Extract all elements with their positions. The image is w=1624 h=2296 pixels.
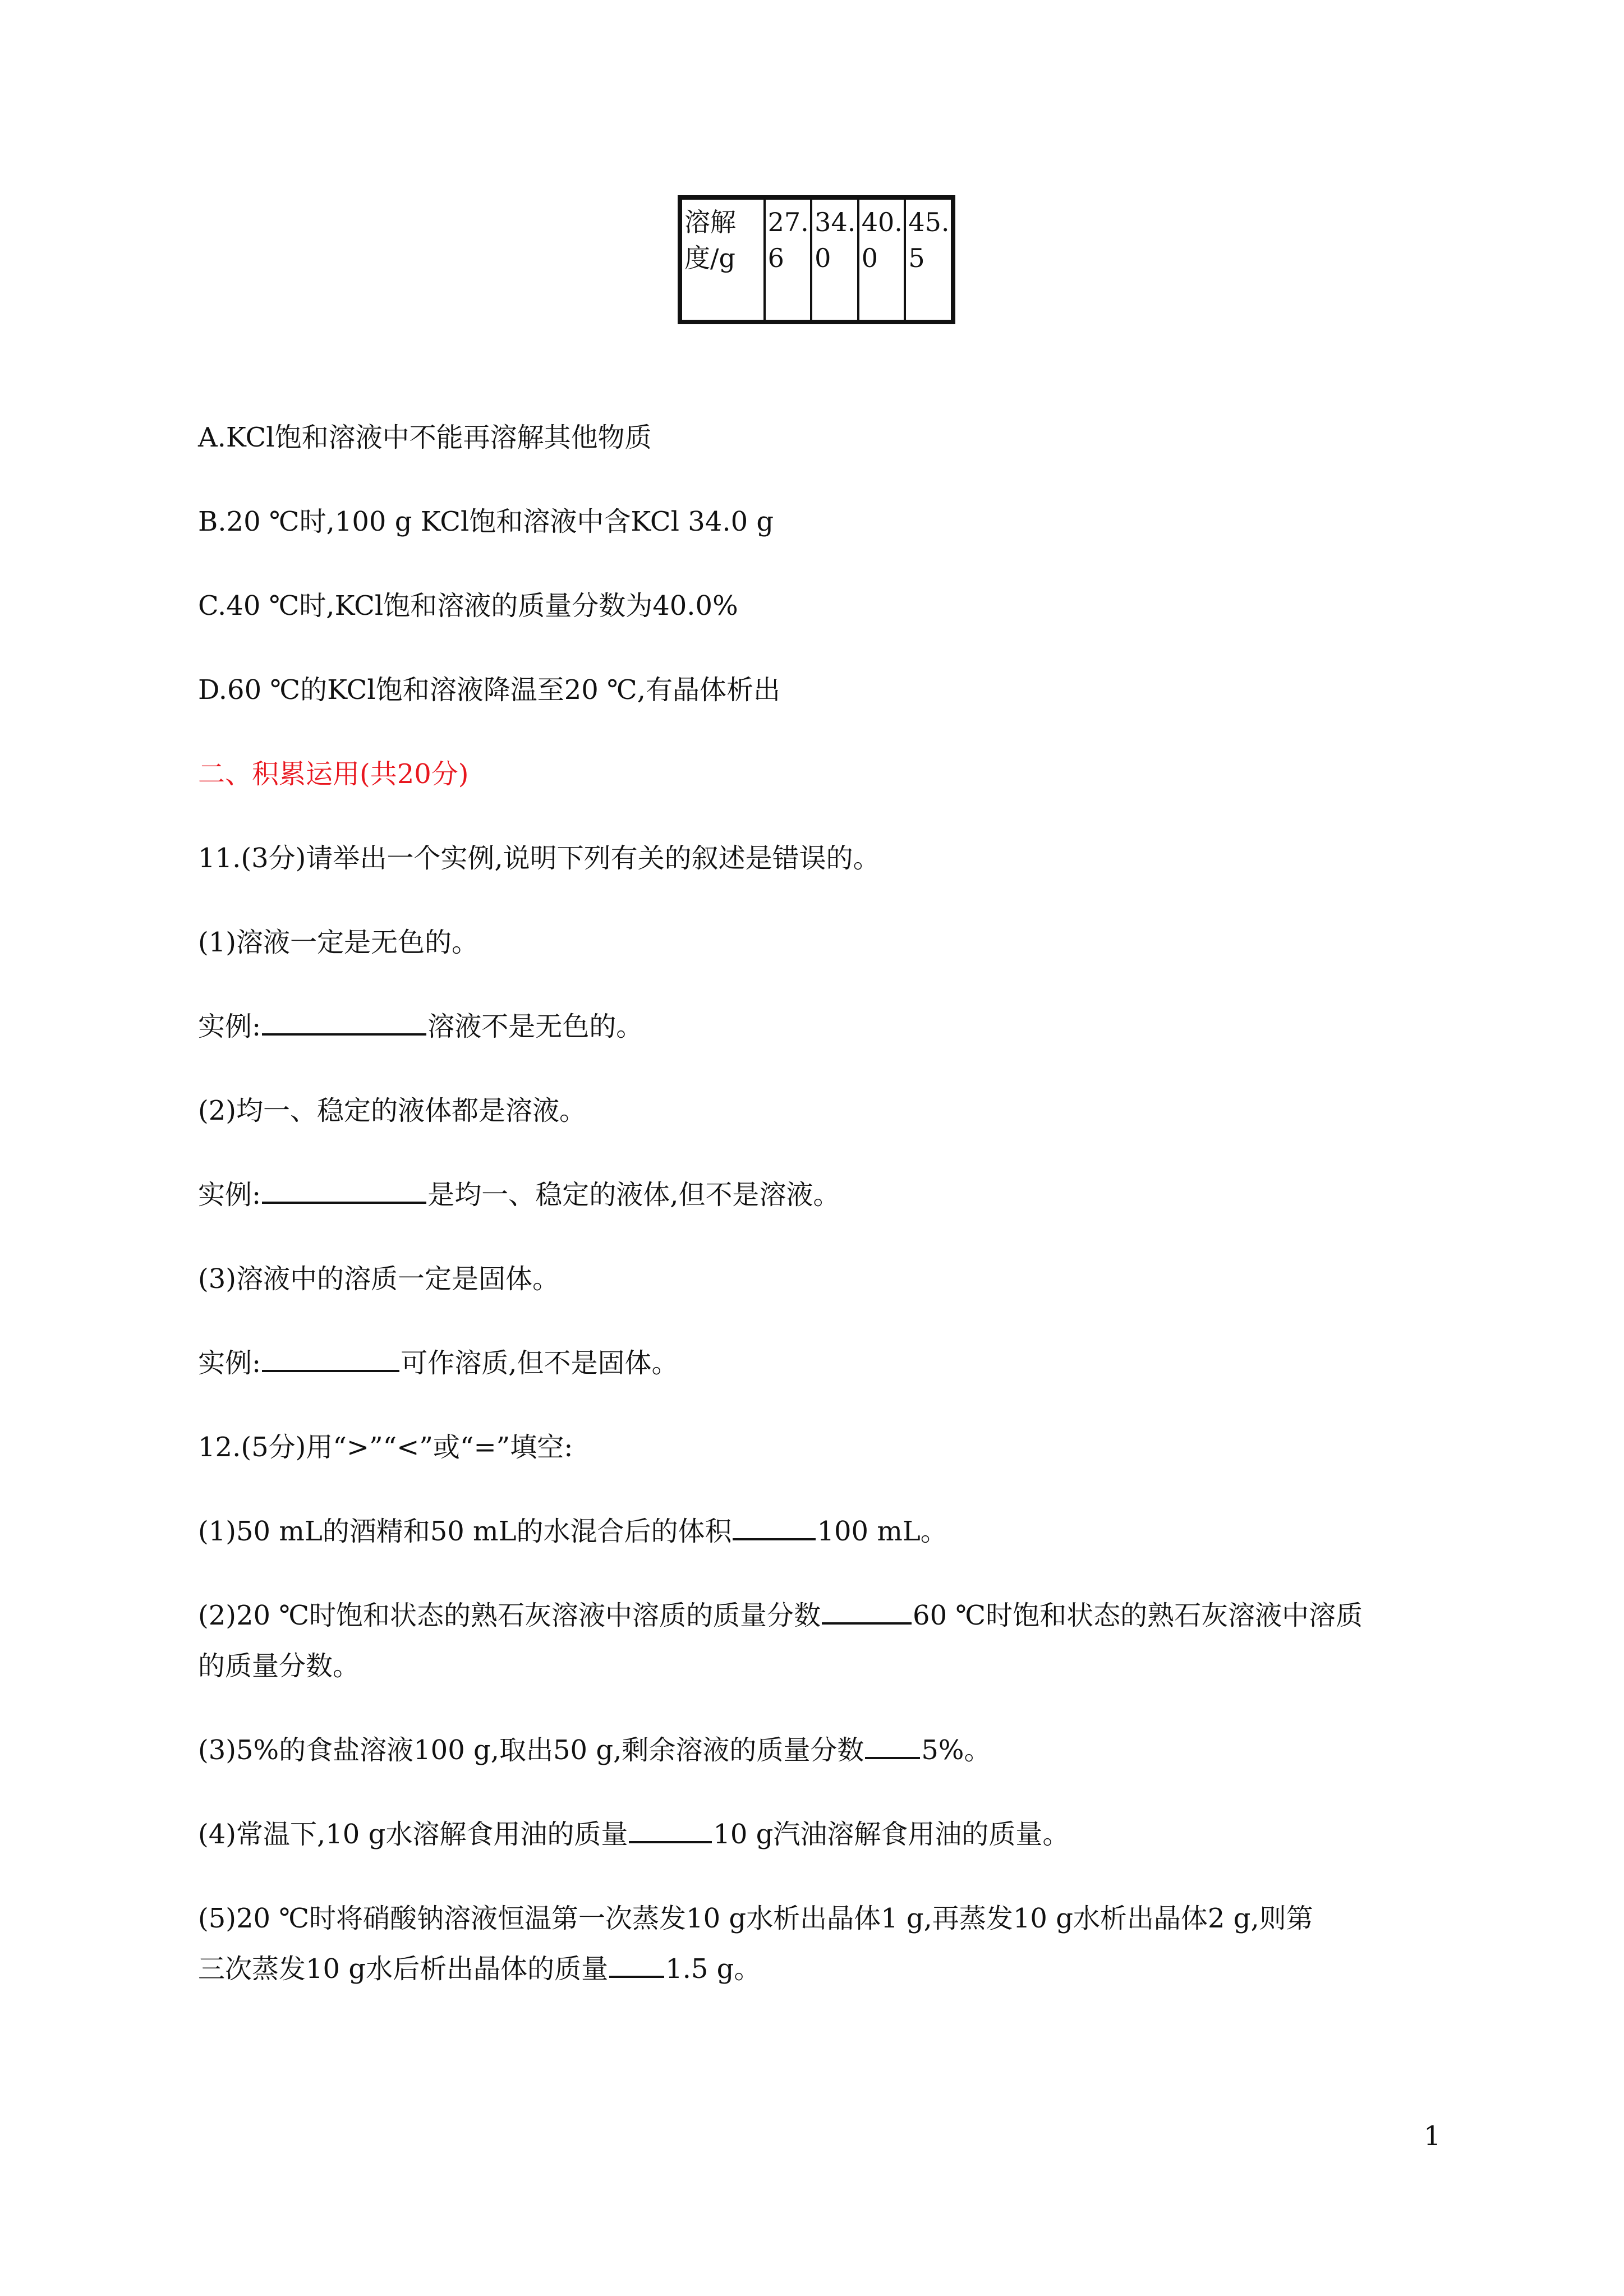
question-12-stem: 12.(5分)用“>”“<”或“=”填空: [198,1432,573,1463]
question-text: (2)20 ℃时饱和状态的熟石灰溶液中溶质的质量分数 [198,1600,821,1631]
answer-line-2 [198,1177,840,1213]
question-text: (3)5%的食盐溶液100 g,取出50 g,剩余溶液的质量分数 [198,1734,864,1766]
question-11-part-2: (2)均一、稳定的液体都是溶液。 [198,1095,586,1126]
fill-blank[interactable] [262,1011,426,1036]
question-11-part-3: (3)溶液中的溶质一定是固体。 [198,1263,559,1295]
question-text: (1)50 mL的酒精和50 mL的水混合后的体积 [198,1516,732,1547]
fill-blank[interactable] [865,1734,920,1759]
question-text: 1.5 g。 [665,1953,761,1985]
table-cell: 45.5 [905,197,953,322]
question-12-part-1 [198,1513,947,1549]
table-cell: 34.0 [811,197,858,322]
fill-blank[interactable] [733,1516,816,1540]
option-a: A.KCl饱和溶液中不能再溶解其他物质 [198,422,652,453]
question-12-part-5-cont [198,1951,761,1987]
question-12-part-3 [198,1732,991,1768]
answer-suffix: 溶液不是无色的。 [427,1011,643,1042]
fill-blank[interactable] [262,1179,426,1204]
table-header-cell: 溶解度/g [680,197,765,322]
fill-blank[interactable] [609,1953,664,1978]
answer-prefix: 实例: [198,1179,261,1211]
fill-blank[interactable] [629,1819,712,1843]
question-12-part-2 [198,1598,1363,1634]
question-12-part-2-cont: 的质量分数。 [198,1650,360,1682]
question-text: 10 g汽油溶解食用油的质量。 [713,1819,1070,1850]
table-cell: 40.0 [858,197,905,322]
question-text: 三次蒸发10 g水后析出晶体的质量 [198,1953,609,1985]
answer-prefix: 实例: [198,1347,261,1379]
option-b: B.20 ℃时,100 g KCl饱和溶液中含KCl 34.0 g [198,506,774,537]
option-d: D.60 ℃的KCl饱和溶液降温至20 ℃,有晶体析出 [198,674,781,706]
answer-suffix: 是均一、稳定的液体,但不是溶液。 [427,1179,840,1211]
question-text: 100 mL。 [817,1516,947,1547]
option-c: C.40 ℃时,KCl饱和溶液的质量分数为40.0% [198,590,738,622]
answer-prefix: 实例: [198,1011,261,1042]
question-12-part-5: (5)20 ℃时将硝酸钠溶液恒温第一次蒸发10 g水析出晶体1 g,再蒸发10 g水析出晶体2 g,则第 [198,1903,1313,1934]
answer-line-3 [198,1345,678,1381]
question-12-part-4 [198,1816,1069,1852]
fill-blank[interactable] [822,1600,912,1625]
table-cell: 27.6 [765,197,812,322]
answer-line-1 [198,1009,643,1045]
answer-suffix: 可作溶质,但不是固体。 [401,1347,679,1379]
question-11-part-1: (1)溶液一定是无色的。 [198,927,479,958]
question-11-stem: 11.(3分)请举出一个实例,说明下列有关的叙述是错误的。 [198,843,880,874]
question-text: 5%。 [921,1734,991,1766]
fill-blank[interactable] [262,1347,399,1372]
question-text: (4)常温下,10 g水溶解食用油的质量 [198,1819,628,1850]
question-text: 60 ℃时饱和状态的熟石灰溶液中溶质 [913,1600,1363,1631]
page-number: 1 [1424,2120,1441,2152]
section-title: 二、积累运用(共20分) [198,758,469,790]
solubility-table [678,195,955,324]
